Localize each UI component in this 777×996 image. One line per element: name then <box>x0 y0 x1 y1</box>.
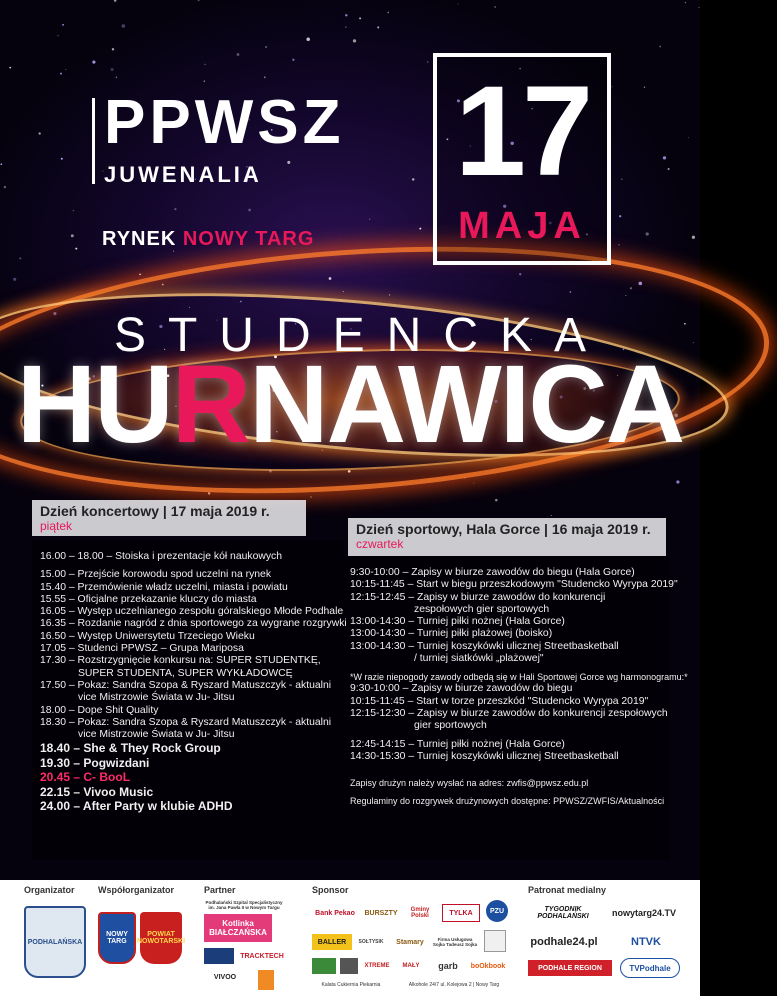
sport-heading: Dzień sportowy, Hala Gorce | 16 maja 2019 r. <box>356 521 651 537</box>
tracktech-logo: TRACKTECH <box>240 952 284 960</box>
star <box>668 168 670 170</box>
sponsor-tile-logo <box>484 930 506 952</box>
concert-item: 18.40 – She & They Rock Group <box>40 741 221 756</box>
star <box>412 178 415 181</box>
bookbook-logo: boOkbook <box>470 962 506 970</box>
sport-weekday: czwartek <box>356 537 404 551</box>
garb-logo: garb <box>438 961 458 971</box>
sport-item: 9:30-10:00 – Zapisy w biurze zawodów do biegu <box>350 683 573 695</box>
concert-item: 18.30 – Pokaz: Sandra Szopa & Ryszard Matuszczyk - aktualni <box>40 716 332 728</box>
kotlinka-logo: Kotlinka BIAŁCZAŃSKA <box>204 914 272 942</box>
star <box>269 470 272 473</box>
bursztyn-logo: BURSZTY <box>364 909 398 917</box>
soltysik-logo: SOŁTYSIK <box>358 939 384 945</box>
star <box>248 209 251 212</box>
logo-divider <box>92 98 95 184</box>
star <box>9 67 11 69</box>
footer-sponsors <box>0 880 700 996</box>
star <box>57 35 58 36</box>
tygodnik-logo: TYGODNIK PODHALAŃSKI <box>537 906 589 920</box>
concert-item: 15.55 – Oficjalne przekazanie kluczy do miasta <box>40 593 257 605</box>
star <box>494 6 495 7</box>
sojka-logo: Firma Usługowa Sojka Tadeusz Sojka <box>432 937 478 947</box>
star <box>114 0 117 2</box>
ppwsz-logo: PPWSZ <box>104 88 345 157</box>
sponsor-dark-logo <box>340 958 358 974</box>
star <box>4 186 6 188</box>
title-part-c: NAWICA <box>249 343 684 466</box>
star <box>292 59 294 61</box>
partner-small-logo <box>258 970 274 990</box>
concert-item: 17.50 – Pokaz: Sandra Szopa & Ryszard Matuszczyk - aktualni <box>40 679 332 691</box>
star <box>692 236 695 239</box>
star <box>625 295 626 296</box>
star <box>329 277 332 280</box>
star <box>369 219 370 220</box>
star <box>310 496 311 497</box>
star <box>495 499 498 502</box>
star <box>240 301 242 303</box>
sport-item: 13:00-14:30 – Turniej koszykówki ulicznej Streetbasketball <box>350 640 619 652</box>
sport-item: 12:45-14:15 – Turniej piłki nożnej (Hala Gorce) <box>350 738 565 750</box>
star <box>646 232 649 235</box>
star <box>39 132 41 134</box>
star <box>659 46 661 48</box>
star <box>458 4 459 5</box>
sport-item: 10:15-11:45 – Start w biegu przeszkodowym "Studencko Wyrypa 2019" <box>350 579 678 591</box>
location-highlight: NOWY TARG <box>182 228 315 250</box>
podhale-region-logo: PODHALE REGION <box>528 960 612 976</box>
concert-item: 16.50 – Występ Uniwersytetu Trzeciego Wieku <box>40 630 255 642</box>
sport-item: Zapisy drużyn należy wysłać na adres: zwfis@ppwsz.edu.pl <box>350 778 589 789</box>
sport-item: *W razie niepogody zawody odbędą się w Hali Sportowej Gorce wg harmonogramu:* <box>350 672 688 683</box>
star <box>341 238 342 239</box>
xtreme-logo: XTREME <box>364 963 390 969</box>
podhale24-logo: podhale24.pl <box>530 936 598 948</box>
date-box <box>433 53 611 265</box>
title-line1: STUDENCKA <box>113 309 609 362</box>
tvpodhale-logo: TVPodhale <box>620 958 680 978</box>
sport-item: Regulaminy do rozgrywek drużynowych dostępne: PPWSZ/ZWFIS/Aktualności <box>350 796 665 807</box>
label-sponsor: Sponsor <box>312 885 349 895</box>
star <box>139 274 141 276</box>
bank-pekao-logo: Bank Pekao <box>315 909 355 917</box>
sport-schedule <box>350 567 688 807</box>
title-line2 <box>0 343 700 466</box>
star <box>237 53 240 56</box>
star <box>287 161 290 164</box>
star <box>621 178 623 180</box>
star <box>519 273 521 275</box>
concert-item: 16.35 – Rozdanie nagród z dnia sportowego za wygrane rozgrywki <box>40 618 347 630</box>
concert-item: 18.00 – Dope Shit Quality <box>40 704 159 716</box>
concert-item: 16.00 – 18.00 – Stoiska i prezentacje kół naukowych <box>40 551 283 562</box>
concert-item: SUPER STUDENTA, SUPER WYKŁADOWCĘ <box>78 667 293 679</box>
concert-item: 15.00 – Przejście korowodu spod uczelni na rynek <box>40 569 272 581</box>
star <box>353 39 356 42</box>
sport-heading-box <box>348 518 666 556</box>
concert-weekday: piątek <box>40 519 73 533</box>
star <box>60 73 62 75</box>
concert-item: 17.30 – Rozstrzygnięcie konkursu na: SUPER STUDENTKĘ, <box>40 655 321 667</box>
sport-item: 14:30-15:30 – Turniej koszykówki ulicznej Streetbasketball <box>350 750 619 762</box>
star <box>630 287 632 289</box>
sport-item: 12:15-12:45 – Zapisy w biurze zawodów do konkurencji <box>350 591 606 603</box>
star <box>639 282 643 286</box>
star <box>13 278 16 281</box>
star <box>208 492 210 494</box>
ntvk-logo: NTVK <box>631 936 661 948</box>
star <box>688 137 689 138</box>
label-coorganizer: Współorganizator <box>98 885 174 895</box>
nowytarg24-logo: nowytarg24.TV <box>611 908 676 918</box>
concert-heading: Dzień koncertowy | 17 maja 2019 r. <box>40 503 270 519</box>
star <box>204 81 205 82</box>
concert-item: vice Mistrzowie Świata w Ju- Jitsu <box>78 729 235 741</box>
ppwsz-crest-logo: PODHALAŃSKA <box>24 906 86 978</box>
star <box>464 477 465 478</box>
sport-item: gier sportowych <box>414 720 487 732</box>
concert-schedule <box>40 551 347 814</box>
concert-heading-box <box>32 500 306 536</box>
star <box>65 69 66 70</box>
star <box>348 470 351 473</box>
partner-badge-logo <box>204 948 234 964</box>
concert-item: 24.00 – After Party w klubie ADHD <box>40 799 233 814</box>
star <box>306 37 310 41</box>
star <box>618 244 619 245</box>
alkohole-text: Alkohole 24/7 ul. Kolejowa 2 | Nowy Targ <box>408 982 500 988</box>
concert-item: 15.40 – Przemówienie władz uczelni, miasta i powiatu <box>40 581 288 593</box>
tylka-logo: TYLKA <box>442 904 480 922</box>
sport-item: / turniej siatkówki „plażowej" <box>414 653 544 665</box>
star <box>551 515 552 516</box>
star <box>174 208 176 210</box>
star <box>427 61 429 63</box>
label-partner: Partner <box>204 885 236 895</box>
star <box>389 294 390 295</box>
concert-item: 22.15 – Vivoo Music <box>40 784 154 799</box>
concert-item: vice Mistrzowie Świata w Ju- Jitsu <box>78 692 235 704</box>
star <box>75 248 77 250</box>
star <box>61 158 63 160</box>
date-month: MAJA <box>458 205 586 247</box>
star <box>377 26 379 28</box>
sport-item: zespołowych gier sportowych <box>414 603 550 615</box>
star <box>112 48 114 50</box>
label-organizer: Organizator <box>24 885 75 895</box>
concert-item: 17.05 – Studenci PPWSZ – Grupa Mariposa <box>40 643 244 655</box>
star <box>111 68 114 71</box>
star <box>387 12 389 14</box>
gminy-logo: Gminy Polski <box>410 907 430 919</box>
star <box>264 76 266 78</box>
vivoo-logo: VIVOO <box>213 973 237 981</box>
star <box>663 156 666 159</box>
star <box>265 46 267 48</box>
star <box>676 480 679 483</box>
star <box>619 215 621 217</box>
label-media: Patronat medialny <box>528 885 607 895</box>
date-day: 17 <box>454 60 590 203</box>
powiat-crest-logo: POWIAT NOWOTARSKI <box>140 912 182 964</box>
star <box>699 7 700 8</box>
star <box>343 291 344 292</box>
concert-item: 20.45 – C- BooL <box>40 770 131 785</box>
hospital-logo: Podhalański Szpital Specjalistyczny im. Jana Pawła II w Nowym Targu <box>205 900 283 910</box>
star <box>205 64 206 65</box>
title-part-a: HU <box>16 343 172 466</box>
sport-item: 9:30-10:00 – Zapisy w biurze zawodów do biegu (Hala Gorce) <box>350 567 635 578</box>
star <box>198 0 200 1</box>
star <box>612 87 613 88</box>
concert-item: 16.05 – Występ uczelnianego zespołu góralskiego Młode Podhale <box>40 606 344 618</box>
kalata-text: Kalata Cukiernia Piekarnia <box>321 982 381 988</box>
star <box>473 483 474 484</box>
location-label <box>102 228 314 251</box>
sport-item: 12:15-12:30 – Zapisy w biurze zawodów do konkurencji zespołowych <box>350 707 668 719</box>
star <box>644 87 645 88</box>
juwenalia-label: JUWENALIA <box>104 162 262 187</box>
star <box>0 163 2 165</box>
concert-item: 19.30 – Pogwizdani <box>40 755 150 770</box>
star <box>73 210 74 211</box>
star <box>685 2 686 3</box>
nowy-targ-crest-logo: NOWY TARG <box>98 912 136 964</box>
star <box>19 257 21 259</box>
sport-item: 13:00-14:30 – Turniej piłki nożnej (Hala Gorce) <box>350 616 565 628</box>
star <box>62 24 64 26</box>
sport-item: 10:15-11:45 – Start w torze przeszkód "Studencko Wyrypa 2019" <box>350 695 649 707</box>
maly-logo: MAŁY <box>402 963 420 969</box>
star <box>419 228 421 230</box>
stamary-logo: Stamary <box>396 938 424 946</box>
star <box>345 26 347 28</box>
star <box>116 77 117 78</box>
star <box>71 234 74 237</box>
baller-logo: BALLER <box>312 934 352 950</box>
star <box>92 61 95 64</box>
sponsor-green-logo <box>312 958 336 974</box>
star <box>122 24 125 27</box>
title-part-r: R <box>171 343 250 466</box>
star <box>162 284 164 286</box>
star <box>359 17 361 19</box>
sport-item: 13:00-14:30 – Turniej piłki plażowej (boisko) <box>350 628 553 640</box>
location-prefix: RYNEK <box>102 228 177 250</box>
star <box>570 291 572 293</box>
pzu-logo: PZU <box>486 900 508 922</box>
star <box>345 14 347 16</box>
